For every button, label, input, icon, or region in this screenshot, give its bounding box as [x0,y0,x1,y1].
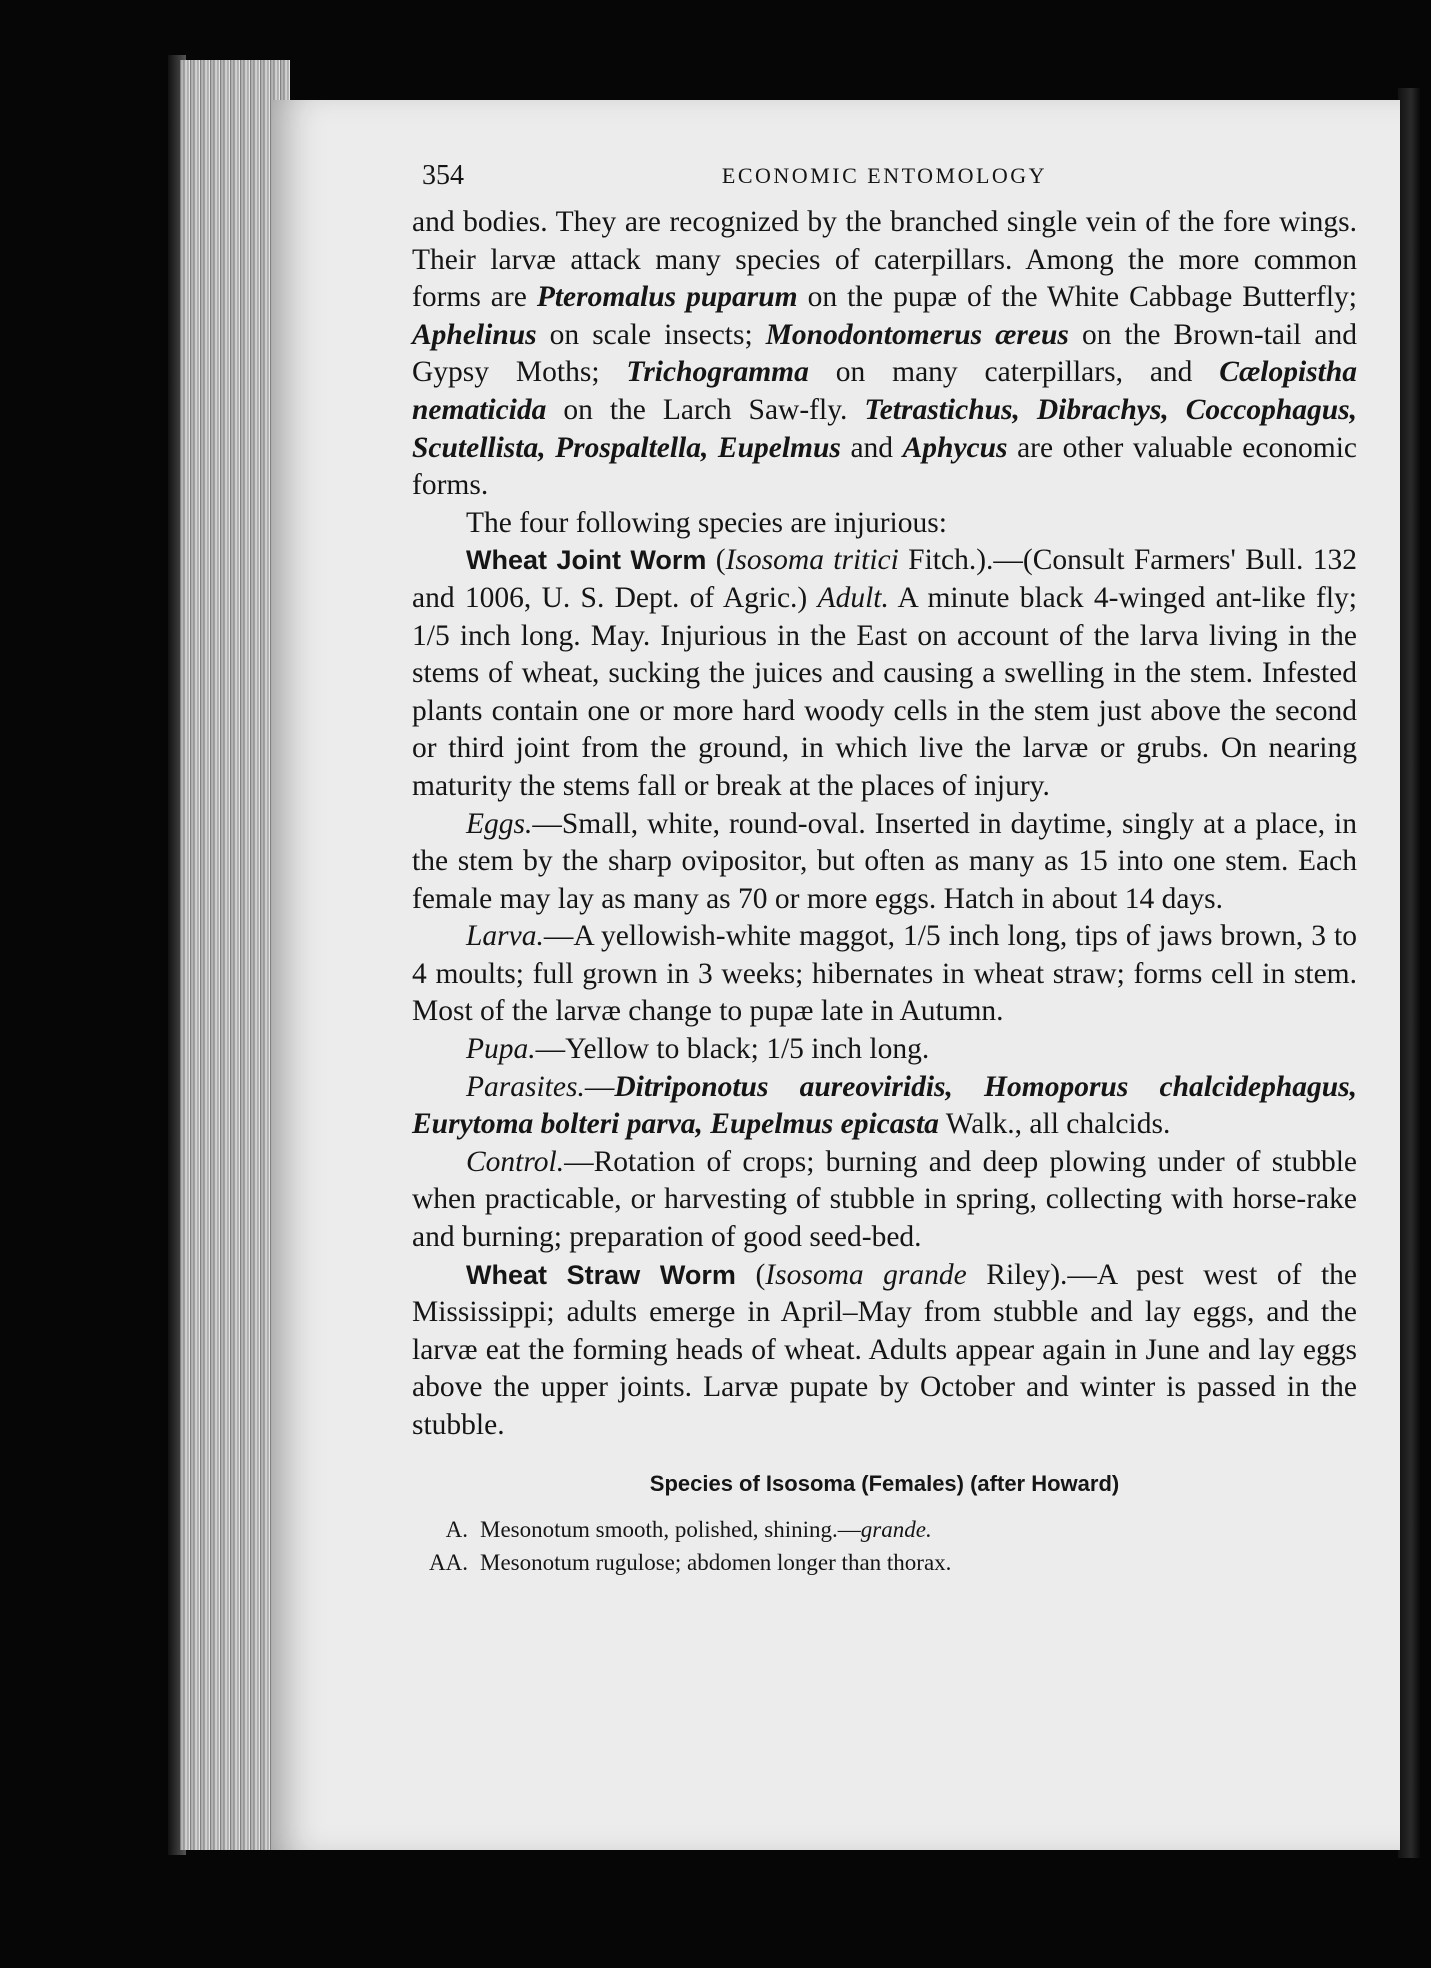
key-row-text: Mesonotum rugulose; abdomen longer than thorax. [480,1549,952,1575]
parasites-label: Parasites. [466,1070,585,1103]
control-label: Control. [466,1145,565,1178]
key-row [412,1513,1357,1546]
paragraph-larva: Larva.—A yellowish-white maggot, 1/5 inch long, tips of jaws brown, 3 to 4 moults; full grown in 3 weeks; hibernates in wheat straw; forms cell in stem. Most of the larvæ change to pupæ late in Autumn. [412,920,1357,1028]
page-number: 354 [422,160,464,191]
paragraph-control: Control.—Rotation of crops; burning and deep plowing under of stubble when practicable, or harvesting of stubble in spring, collecting with horse-rake and burning; preparation of good seed-bed. [412,1145,1357,1254]
key-row [412,1546,1357,1579]
key-row-label: AA. [429,1549,468,1575]
paragraph-wheat-joint-worm: Wheat Joint Worm (Isosoma tritici Fitch.).—(Consult Farmers' Bull. 132 and 1006, U. S. Dept. of Agric.) Adult. A minute black 4-winged ant-like fly; 1/5 inch long. May. Injurious in the East on account of the larva living in the stems of wheat, sucking the juices and causing a swelling in the stem. Infested plants contain one or more hard woody cells in the stem just above the second or third joint from the ground, in which live the larvæ or grubs. On nearing maturity the stems fall or break at the places of injury. [412,544,1357,802]
isosoma-key-title: Species of Isosoma (Females) (after Howard) [649,1470,1120,1496]
running-head [412,160,1357,204]
paragraph-eggs: Eggs.—Small, white, round-oval. Inserted in daytime, singly at a place, in the stem by the sharp ovipositor, but often as many as 15 into one stem. Each female may lay as many as 70 or more eggs. Hatch in about 14 days. [412,807,1357,915]
isosoma-key [412,1513,1357,1579]
paragraph-wheat-straw-worm: Wheat Straw Worm (Isosoma grande Riley).—A pest west of the Mississippi; adults emerge in April–May from stubble and lay eggs, and the larvæ eat the forming heads of wheat. Adults appear again in June and lay eggs above the upper joints. Larvæ pupate by October and winter is passed in the stubble. [412,1258,1358,1441]
eggs-label: Eggs. [466,807,533,840]
paragraph-pupa: Pupa.—Yellow to black; 1/5 inch long. [466,1033,930,1066]
book-page [272,100,1400,1850]
species-heading-wheat-straw-worm: Wheat Straw Worm [466,1259,736,1290]
pupa-label: Pupa. [466,1033,536,1066]
paragraph-injurious-intro: The four following species are injurious: [466,506,947,539]
paragraph-parasites: Parasites.—Ditriponotus aureoviridis, Homoporus chalcidephagus, Eurytoma bolteri parva, Eupelmus epicasta Walk., all chalcids. [412,1070,1357,1141]
key-row-text: Mesonotum smooth, polished, shining.—grande. [480,1516,932,1542]
larva-label: Larva. [466,920,544,953]
key-row-label: A. [445,1516,468,1542]
page-content [412,160,1357,1579]
page-right-edge [1398,88,1420,1858]
paragraph-chalcid-forms: and bodies. They are recognized by the branched single vein of the fore wings. Their larvæ attack many species of caterpillars. Among the more common forms are Pteromalus puparum on the pupæ of the White Cabbage Butterfly; Aphelinus on scale insects; Monodontomerus æreus on the Brown-tail and Gypsy Moths; Trichogramma on many caterpillars, and Cælopistha nematicida on the Larch Saw-fly. Tetrastichus, Dibrachys, Coccophagus, Scutellista, Prospaltella, Eupelmus and Aphycus are other valuable economic forms. [412,206,1358,502]
species-heading-wheat-joint-worm: Wheat Joint Worm [466,545,707,576]
running-title: ECONOMIC ENTOMOLOGY [721,163,1048,188]
